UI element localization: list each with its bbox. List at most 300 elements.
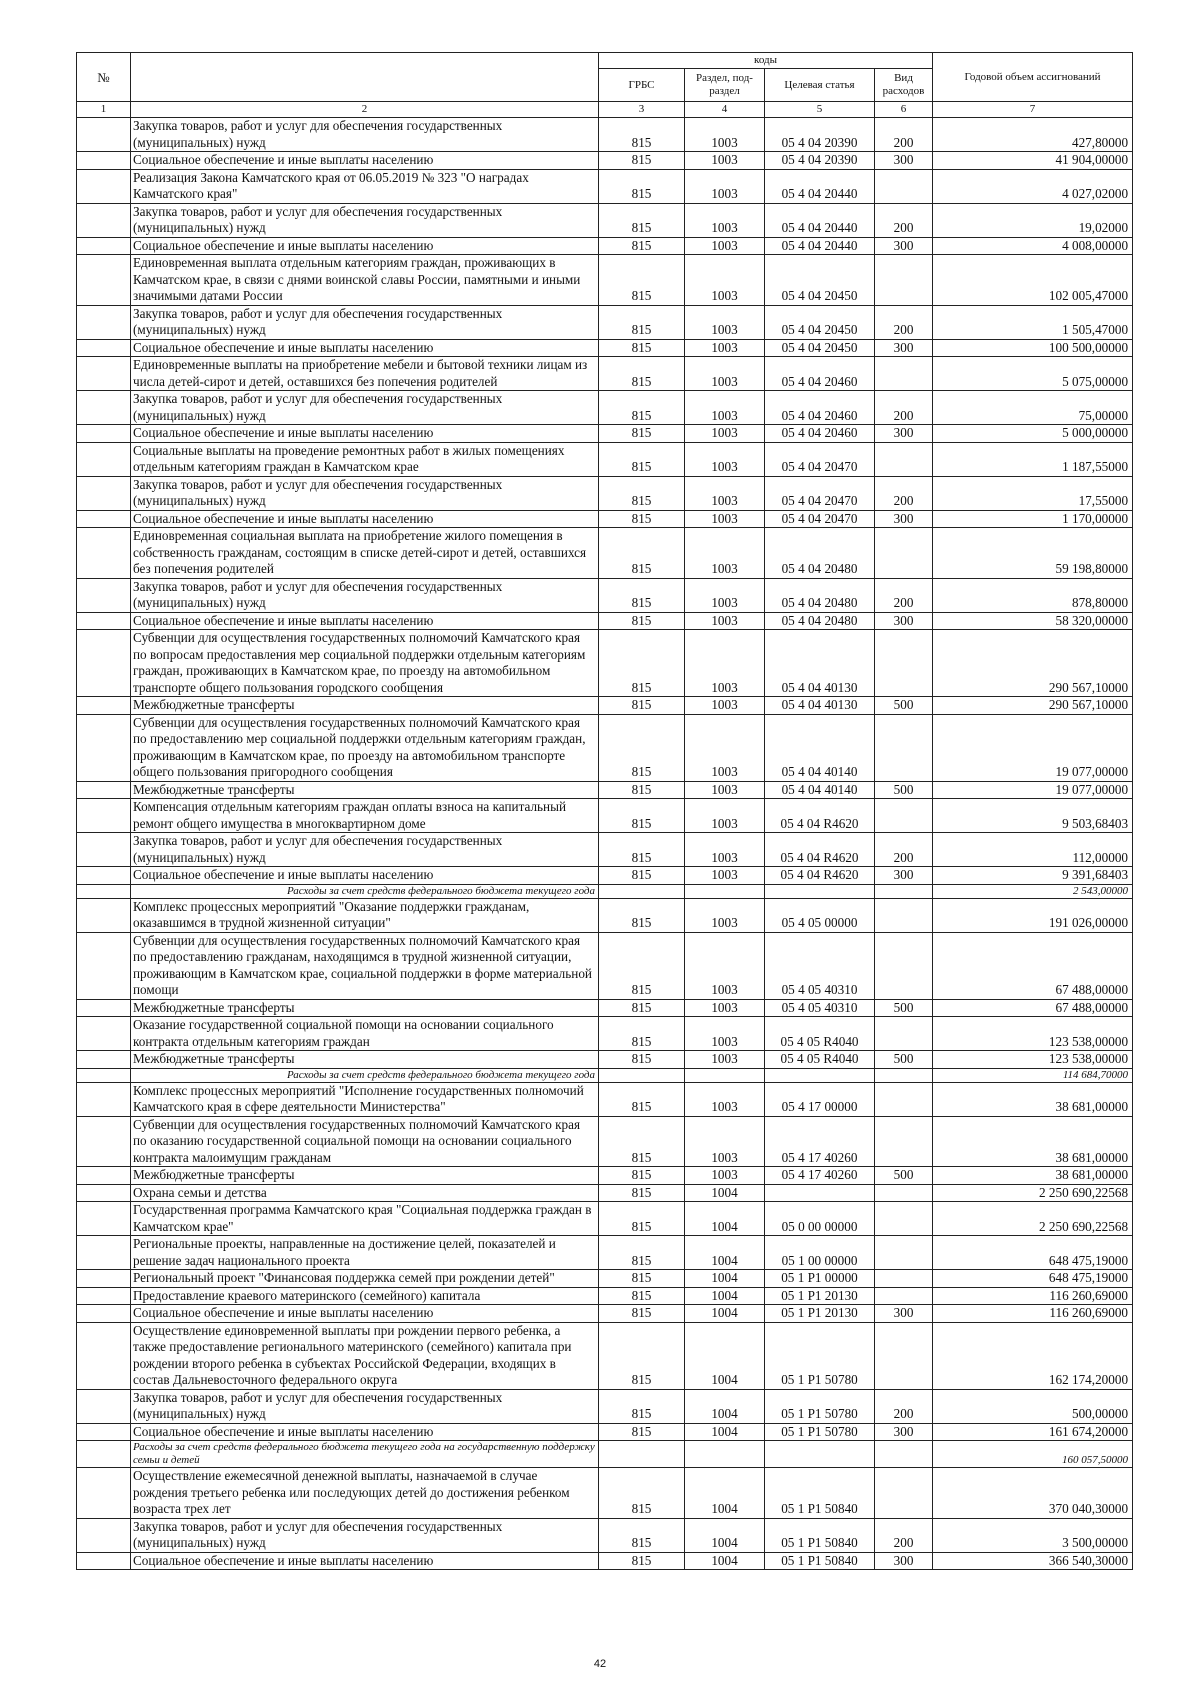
row-number-cell xyxy=(77,510,131,528)
row-target-cell xyxy=(765,1184,875,1202)
header-col-5: 5 xyxy=(765,102,875,118)
row-razdel-cell: 1003 xyxy=(685,1017,765,1051)
header-codes: коды xyxy=(599,53,933,69)
row-name-cell: Закупка товаров, работ и услуг для обеспечения государственных (муниципальных) нужд xyxy=(131,391,599,425)
row-grbs-cell: 815 xyxy=(599,578,685,612)
row-target-cell: 05 4 05 40310 xyxy=(765,932,875,999)
row-number-cell xyxy=(77,1202,131,1236)
row-amount-cell: 648 475,19000 xyxy=(933,1236,1133,1270)
row-razdel-cell: 1004 xyxy=(685,1322,765,1389)
row-amount-cell: 67 488,00000 xyxy=(933,999,1133,1017)
row-number-cell xyxy=(77,1552,131,1570)
row-grbs-cell: 815 xyxy=(599,1184,685,1202)
row-number-cell xyxy=(77,833,131,867)
table-row xyxy=(77,442,1133,476)
table-row xyxy=(77,799,1133,833)
row-vid-cell: 300 xyxy=(875,1305,933,1323)
row-vid-cell xyxy=(875,255,933,306)
row-name-cell: Закупка товаров, работ и услуг для обеспечения государственных (муниципальных) нужд xyxy=(131,1389,599,1423)
row-razdel-cell: 1003 xyxy=(685,237,765,255)
row-vid-cell xyxy=(875,1441,933,1468)
row-number-cell xyxy=(77,867,131,885)
row-name-cell: Закупка товаров, работ и услуг для обеспечения государственных (муниципальных) нужд xyxy=(131,833,599,867)
row-name-cell: Субвенции для осуществления государственных полномочий Камчатского края по предоставлению мер социальной поддержки отдельным категориям граждан, проживающим в Камчатском крае, по проезду на автомобильном транспорте общего пользования пригородного сообщения xyxy=(131,714,599,781)
row-number-cell xyxy=(77,425,131,443)
row-razdel-cell: 1004 xyxy=(685,1270,765,1288)
row-amount-cell: 17,55000 xyxy=(933,476,1133,510)
row-target-cell: 05 4 04 40130 xyxy=(765,630,875,697)
row-grbs-cell: 815 xyxy=(599,833,685,867)
row-razdel-cell: 1003 xyxy=(685,391,765,425)
table-row xyxy=(77,1236,1133,1270)
row-target-cell: 05 4 04 20460 xyxy=(765,391,875,425)
row-amount-cell: 100 500,00000 xyxy=(933,339,1133,357)
row-razdel-cell: 1003 xyxy=(685,714,765,781)
row-grbs-cell: 815 xyxy=(599,1051,685,1069)
row-razdel-cell: 1004 xyxy=(685,1423,765,1441)
row-name-cell: Межбюджетные трансферты xyxy=(131,697,599,715)
table-row xyxy=(77,203,1133,237)
row-vid-cell xyxy=(875,169,933,203)
row-grbs-cell: 815 xyxy=(599,1202,685,1236)
row-grbs-cell: 815 xyxy=(599,442,685,476)
row-name-cell: Социальное обеспечение и иные выплаты населению xyxy=(131,425,599,443)
row-grbs-cell: 815 xyxy=(599,932,685,999)
row-grbs-cell: 815 xyxy=(599,1017,685,1051)
row-name-cell: Оказание государственной социальной помощи на основании социального контракта отдельным категориям граждан xyxy=(131,1017,599,1051)
row-target-cell: 05 4 04 20480 xyxy=(765,528,875,579)
table-row xyxy=(77,898,1133,932)
row-grbs-cell: 815 xyxy=(599,528,685,579)
federal-note-row xyxy=(77,884,1133,898)
row-target-cell: 05 0 00 00000 xyxy=(765,1202,875,1236)
row-number-cell xyxy=(77,1468,131,1519)
row-target-cell: 05 4 04 R4620 xyxy=(765,833,875,867)
row-target-cell: 05 1 00 00000 xyxy=(765,1236,875,1270)
row-target-cell: 05 1 P1 50780 xyxy=(765,1389,875,1423)
row-number-cell xyxy=(77,255,131,306)
table-row xyxy=(77,999,1133,1017)
row-target-cell: 05 4 05 00000 xyxy=(765,898,875,932)
row-target-cell: 05 4 04 40130 xyxy=(765,697,875,715)
row-name-cell: Социальное обеспечение и иные выплаты населению xyxy=(131,867,599,885)
row-amount-cell: 5 075,00000 xyxy=(933,357,1133,391)
row-grbs-cell: 815 xyxy=(599,1270,685,1288)
row-target-cell xyxy=(765,1068,875,1082)
row-amount-cell: 19,02000 xyxy=(933,203,1133,237)
row-target-cell: 05 4 04 R4620 xyxy=(765,867,875,885)
row-grbs-cell: 815 xyxy=(599,714,685,781)
row-razdel-cell: 1003 xyxy=(685,898,765,932)
table-row xyxy=(77,391,1133,425)
row-amount-cell: 19 077,00000 xyxy=(933,714,1133,781)
row-name-cell: Единовременная социальная выплата на приобретение жилого помещения в собственность гражданам, состоящим в списке детей-сирот и детей, оставшихся без попечения родителей xyxy=(131,528,599,579)
row-number-cell xyxy=(77,578,131,612)
row-vid-cell: 300 xyxy=(875,237,933,255)
row-name-cell: Социальные выплаты на проведение ремонтных работ в жилых помещениях отдельным категориям граждан в Камчатском крае xyxy=(131,442,599,476)
row-vid-cell: 200 xyxy=(875,833,933,867)
row-razdel-cell: 1003 xyxy=(685,118,765,152)
row-razdel-cell: 1003 xyxy=(685,697,765,715)
row-number-cell xyxy=(77,1270,131,1288)
table-row xyxy=(77,1017,1133,1051)
row-name-cell: Межбюджетные трансферты xyxy=(131,1167,599,1185)
row-vid-cell xyxy=(875,1236,933,1270)
table-row xyxy=(77,1202,1133,1236)
row-vid-cell: 200 xyxy=(875,391,933,425)
row-number-cell xyxy=(77,1167,131,1185)
row-target-cell: 05 4 04 40140 xyxy=(765,714,875,781)
row-vid-cell: 500 xyxy=(875,697,933,715)
row-razdel-cell: 1003 xyxy=(685,339,765,357)
row-vid-cell: 300 xyxy=(875,1552,933,1570)
row-amount-cell: 1 187,55000 xyxy=(933,442,1133,476)
row-amount-cell: 19 077,00000 xyxy=(933,781,1133,799)
header-razdel: Раздел, под-раздел xyxy=(685,69,765,102)
row-amount-cell: 58 320,00000 xyxy=(933,612,1133,630)
row-name-cell: Социальное обеспечение и иные выплаты населению xyxy=(131,1423,599,1441)
row-grbs-cell xyxy=(599,1441,685,1468)
row-amount-cell: 9 391,68403 xyxy=(933,867,1133,885)
row-amount-cell: 4 008,00000 xyxy=(933,237,1133,255)
row-name-cell: Межбюджетные трансферты xyxy=(131,781,599,799)
row-vid-cell xyxy=(875,1270,933,1288)
row-razdel-cell: 1003 xyxy=(685,169,765,203)
row-name-cell: Субвенции для осуществления государственных полномочий Камчатского края по вопросам предоставления мер социальной поддержки отдельным категориям граждан, проживающих в Камчатском крае, по проезду на автомобильном транспорте общего пользования городского сообщения xyxy=(131,630,599,697)
row-number-cell xyxy=(77,630,131,697)
row-razdel-cell: 1003 xyxy=(685,255,765,306)
row-vid-cell xyxy=(875,1082,933,1116)
table-row xyxy=(77,152,1133,170)
row-amount-cell: 161 674,20000 xyxy=(933,1423,1133,1441)
header-vid: Вид расходов xyxy=(875,69,933,102)
header-num: № xyxy=(77,53,131,102)
row-name-cell: Комплекс процессных мероприятий "Оказание поддержки гражданам, оказавшимся в трудной жизненной ситуации" xyxy=(131,898,599,932)
row-number-cell xyxy=(77,152,131,170)
row-target-cell: 05 4 17 40260 xyxy=(765,1167,875,1185)
row-grbs-cell: 815 xyxy=(599,425,685,443)
table-row xyxy=(77,612,1133,630)
row-razdel-cell: 1003 xyxy=(685,612,765,630)
table-row xyxy=(77,510,1133,528)
row-target-cell xyxy=(765,1441,875,1468)
row-razdel-cell: 1003 xyxy=(685,833,765,867)
row-target-cell: 05 1 P1 20130 xyxy=(765,1305,875,1323)
row-target-cell: 05 1 P1 50840 xyxy=(765,1468,875,1519)
row-grbs-cell: 815 xyxy=(599,391,685,425)
row-name-cell: Межбюджетные трансферты xyxy=(131,1051,599,1069)
table-row xyxy=(77,118,1133,152)
table-row xyxy=(77,1184,1133,1202)
row-target-cell xyxy=(765,884,875,898)
row-amount-cell: 500,00000 xyxy=(933,1389,1133,1423)
row-razdel-cell: 1003 xyxy=(685,442,765,476)
row-number-cell xyxy=(77,1184,131,1202)
row-number-cell xyxy=(77,932,131,999)
row-name-cell: Предоставление краевого материнского (семейного) капитала xyxy=(131,1287,599,1305)
row-target-cell: 05 1 P1 50780 xyxy=(765,1322,875,1389)
row-razdel-cell xyxy=(685,1441,765,1468)
row-vid-cell xyxy=(875,1116,933,1167)
row-name-cell: Осуществление единовременной выплаты при рождении первого ребенка, а также предоставление регионального материнского (семейного) капитала при рождении второго ребенка в субъектах Российской Федерации, входящих в состав Дальневосточного федерального округа xyxy=(131,1322,599,1389)
row-vid-cell xyxy=(875,1017,933,1051)
row-grbs-cell: 815 xyxy=(599,1167,685,1185)
header-col-7: 7 xyxy=(933,102,1133,118)
federal-note-row xyxy=(77,1441,1133,1468)
row-name-cell: Расходы за счет средств федерального бюджета текущего года xyxy=(131,1068,599,1082)
row-number-cell xyxy=(77,203,131,237)
header-col-2: 2 xyxy=(131,102,599,118)
row-vid-cell: 500 xyxy=(875,999,933,1017)
row-grbs-cell: 815 xyxy=(599,476,685,510)
row-target-cell: 05 4 04 20450 xyxy=(765,339,875,357)
row-target-cell: 05 4 04 40140 xyxy=(765,781,875,799)
row-name-cell: Социальное обеспечение и иные выплаты населению xyxy=(131,237,599,255)
row-name-cell: Государственная программа Камчатского края "Социальная поддержка граждан в Камчатском крае" xyxy=(131,1202,599,1236)
row-vid-cell xyxy=(875,630,933,697)
row-number-cell xyxy=(77,898,131,932)
table-row xyxy=(77,630,1133,697)
row-vid-cell: 200 xyxy=(875,1518,933,1552)
row-amount-cell: 102 005,47000 xyxy=(933,255,1133,306)
page-number: 42 xyxy=(593,1658,607,1670)
row-number-cell xyxy=(77,1017,131,1051)
row-target-cell: 05 4 04 20440 xyxy=(765,169,875,203)
row-vid-cell: 200 xyxy=(875,476,933,510)
row-number-cell xyxy=(77,1287,131,1305)
row-target-cell: 05 4 04 20470 xyxy=(765,510,875,528)
row-razdel-cell: 1003 xyxy=(685,781,765,799)
row-name-cell: Закупка товаров, работ и услуг для обеспечения государственных (муниципальных) нужд xyxy=(131,578,599,612)
row-vid-cell: 300 xyxy=(875,339,933,357)
row-amount-cell: 75,00000 xyxy=(933,391,1133,425)
table-row xyxy=(77,339,1133,357)
row-target-cell: 05 4 05 40310 xyxy=(765,999,875,1017)
row-name-cell: Региональные проекты, направленные на достижение целей, показателей и решение задач национального проекта xyxy=(131,1236,599,1270)
row-amount-cell: 290 567,10000 xyxy=(933,697,1133,715)
row-name-cell: Закупка товаров, работ и услуг для обеспечения государственных (муниципальных) нужд xyxy=(131,476,599,510)
row-grbs-cell: 815 xyxy=(599,1305,685,1323)
row-amount-cell: 366 540,30000 xyxy=(933,1552,1133,1570)
row-razdel-cell: 1003 xyxy=(685,528,765,579)
row-number-cell xyxy=(77,714,131,781)
row-grbs-cell: 815 xyxy=(599,1518,685,1552)
row-amount-cell: 160 057,50000 xyxy=(933,1441,1133,1468)
row-amount-cell: 5 000,00000 xyxy=(933,425,1133,443)
row-name-cell: Социальное обеспечение и иные выплаты населению xyxy=(131,510,599,528)
table-row xyxy=(77,867,1133,885)
table-row xyxy=(77,1468,1133,1519)
table-header xyxy=(77,53,1133,118)
row-vid-cell: 200 xyxy=(875,203,933,237)
row-number-cell xyxy=(77,1389,131,1423)
row-grbs-cell: 815 xyxy=(599,1389,685,1423)
row-razdel-cell: 1003 xyxy=(685,476,765,510)
row-number-cell xyxy=(77,884,131,898)
row-vid-cell xyxy=(875,528,933,579)
row-vid-cell xyxy=(875,1202,933,1236)
row-number-cell xyxy=(77,1518,131,1552)
row-grbs-cell: 815 xyxy=(599,898,685,932)
row-razdel-cell xyxy=(685,884,765,898)
row-number-cell xyxy=(77,1116,131,1167)
row-target-cell: 05 1 P1 00000 xyxy=(765,1270,875,1288)
row-name-cell: Расходы за счет средств федерального бюджета текущего года на государственную поддержку семьи и детей xyxy=(131,1441,599,1468)
row-number-cell xyxy=(77,1236,131,1270)
row-amount-cell: 38 681,00000 xyxy=(933,1167,1133,1185)
table-row xyxy=(77,1082,1133,1116)
row-razdel-cell: 1004 xyxy=(685,1202,765,1236)
row-number-cell xyxy=(77,799,131,833)
row-name-cell: Межбюджетные трансферты xyxy=(131,999,599,1017)
row-number-cell xyxy=(77,237,131,255)
row-number-cell xyxy=(77,1068,131,1082)
row-name-cell: Расходы за счет средств федерального бюджета текущего года xyxy=(131,884,599,898)
row-razdel-cell: 1003 xyxy=(685,1082,765,1116)
row-grbs-cell: 815 xyxy=(599,305,685,339)
row-grbs-cell: 815 xyxy=(599,867,685,885)
table-row xyxy=(77,1305,1133,1323)
row-number-cell xyxy=(77,1441,131,1468)
row-grbs-cell: 815 xyxy=(599,1082,685,1116)
row-razdel-cell xyxy=(685,1068,765,1082)
row-number-cell xyxy=(77,1305,131,1323)
row-grbs-cell: 815 xyxy=(599,697,685,715)
row-name-cell: Социальное обеспечение и иные выплаты населению xyxy=(131,152,599,170)
row-amount-cell: 4 027,02000 xyxy=(933,169,1133,203)
row-vid-cell: 200 xyxy=(875,578,933,612)
row-vid-cell xyxy=(875,932,933,999)
row-grbs-cell: 815 xyxy=(599,1552,685,1570)
row-grbs-cell: 815 xyxy=(599,1287,685,1305)
row-vid-cell xyxy=(875,884,933,898)
row-vid-cell xyxy=(875,898,933,932)
row-target-cell: 05 4 04 20470 xyxy=(765,476,875,510)
row-amount-cell: 2 250 690,22568 xyxy=(933,1184,1133,1202)
row-target-cell: 05 1 P1 50840 xyxy=(765,1552,875,1570)
federal-note-row xyxy=(77,1068,1133,1082)
row-amount-cell: 878,80000 xyxy=(933,578,1133,612)
row-target-cell: 05 1 P1 50780 xyxy=(765,1423,875,1441)
row-number-cell xyxy=(77,1423,131,1441)
row-razdel-cell: 1004 xyxy=(685,1305,765,1323)
row-number-cell xyxy=(77,1082,131,1116)
row-grbs-cell: 815 xyxy=(599,1236,685,1270)
row-amount-cell: 3 500,00000 xyxy=(933,1518,1133,1552)
row-target-cell: 05 1 P1 20130 xyxy=(765,1287,875,1305)
row-vid-cell: 200 xyxy=(875,118,933,152)
row-grbs-cell: 815 xyxy=(599,237,685,255)
row-vid-cell xyxy=(875,799,933,833)
row-name-cell: Субвенции для осуществления государственных полномочий Камчатского края по оказанию государственной социальной помощи на основании социального контракта малоимущим гражданам xyxy=(131,1116,599,1167)
row-name-cell: Закупка товаров, работ и услуг для обеспечения государственных (муниципальных) нужд xyxy=(131,1518,599,1552)
row-vid-cell: 500 xyxy=(875,1051,933,1069)
row-number-cell xyxy=(77,118,131,152)
header-grbs: ГРБС xyxy=(599,69,685,102)
row-grbs-cell: 815 xyxy=(599,799,685,833)
row-name-cell: Социальное обеспечение и иные выплаты населению xyxy=(131,339,599,357)
table-row xyxy=(77,476,1133,510)
row-grbs-cell: 815 xyxy=(599,255,685,306)
row-vid-cell xyxy=(875,1322,933,1389)
table-row xyxy=(77,1270,1133,1288)
table-row xyxy=(77,425,1133,443)
table-row xyxy=(77,1423,1133,1441)
header-annual: Годовой объем ассигнований xyxy=(933,53,1133,102)
row-number-cell xyxy=(77,1051,131,1069)
table-row xyxy=(77,1116,1133,1167)
row-grbs-cell: 815 xyxy=(599,1468,685,1519)
row-vid-cell xyxy=(875,714,933,781)
row-razdel-cell: 1004 xyxy=(685,1287,765,1305)
row-razdel-cell: 1004 xyxy=(685,1518,765,1552)
row-grbs-cell xyxy=(599,1068,685,1082)
row-number-cell xyxy=(77,697,131,715)
row-razdel-cell: 1004 xyxy=(685,1468,765,1519)
row-name-cell: Единовременная выплата отдельным категориям граждан, проживающих в Камчатском крае, в связи с днями воинской славы России, памятными и иными значимыми датами России xyxy=(131,255,599,306)
row-number-cell xyxy=(77,339,131,357)
budget-sheet xyxy=(76,52,1132,1570)
table-row xyxy=(77,1389,1133,1423)
row-grbs-cell: 815 xyxy=(599,781,685,799)
row-name-cell: Охрана семьи и детства xyxy=(131,1184,599,1202)
row-vid-cell: 500 xyxy=(875,781,933,799)
row-number-cell xyxy=(77,1322,131,1389)
table-row xyxy=(77,1518,1133,1552)
row-grbs-cell: 815 xyxy=(599,203,685,237)
row-target-cell: 05 4 05 R4040 xyxy=(765,1017,875,1051)
header-col-3: 3 xyxy=(599,102,685,118)
row-name-cell: Закупка товаров, работ и услуг для обеспечения государственных (муниципальных) нужд xyxy=(131,305,599,339)
row-amount-cell: 114 684,70000 xyxy=(933,1068,1133,1082)
table-row xyxy=(77,932,1133,999)
row-target-cell: 05 4 04 20450 xyxy=(765,255,875,306)
table-row xyxy=(77,255,1133,306)
row-grbs-cell xyxy=(599,884,685,898)
row-number-cell xyxy=(77,169,131,203)
row-name-cell: Компенсация отдельным категориям граждан оплаты взноса на капитальный ремонт общего имущества в многоквартирном доме xyxy=(131,799,599,833)
table-row xyxy=(77,1167,1133,1185)
table-body xyxy=(77,118,1133,1570)
row-target-cell: 05 4 04 20460 xyxy=(765,357,875,391)
row-razdel-cell: 1003 xyxy=(685,999,765,1017)
row-amount-cell: 162 174,20000 xyxy=(933,1322,1133,1389)
row-razdel-cell: 1003 xyxy=(685,152,765,170)
row-target-cell: 05 4 04 20440 xyxy=(765,237,875,255)
row-amount-cell: 112,00000 xyxy=(933,833,1133,867)
row-number-cell xyxy=(77,528,131,579)
row-target-cell: 05 4 04 20460 xyxy=(765,425,875,443)
row-amount-cell: 67 488,00000 xyxy=(933,932,1133,999)
row-name-cell: Реализация Закона Камчатского края от 06.05.2019 № 323 "О наградах Камчатского края" xyxy=(131,169,599,203)
table-row xyxy=(77,1051,1133,1069)
row-grbs-cell: 815 xyxy=(599,612,685,630)
row-number-cell xyxy=(77,612,131,630)
table-row xyxy=(77,833,1133,867)
row-target-cell: 05 4 05 R4040 xyxy=(765,1051,875,1069)
row-target-cell: 05 4 04 20480 xyxy=(765,578,875,612)
row-grbs-cell: 815 xyxy=(599,630,685,697)
row-target-cell: 05 4 04 R4620 xyxy=(765,799,875,833)
row-amount-cell: 123 538,00000 xyxy=(933,1051,1133,1069)
table-row xyxy=(77,1322,1133,1389)
row-razdel-cell: 1003 xyxy=(685,799,765,833)
row-target-cell: 05 4 17 00000 xyxy=(765,1082,875,1116)
table-row xyxy=(77,357,1133,391)
row-name-cell: Комплекс процессных мероприятий "Исполнение государственных полномочий Камчатского края в сфере деятельности Министерства" xyxy=(131,1082,599,1116)
row-razdel-cell: 1003 xyxy=(685,425,765,443)
row-number-cell xyxy=(77,999,131,1017)
